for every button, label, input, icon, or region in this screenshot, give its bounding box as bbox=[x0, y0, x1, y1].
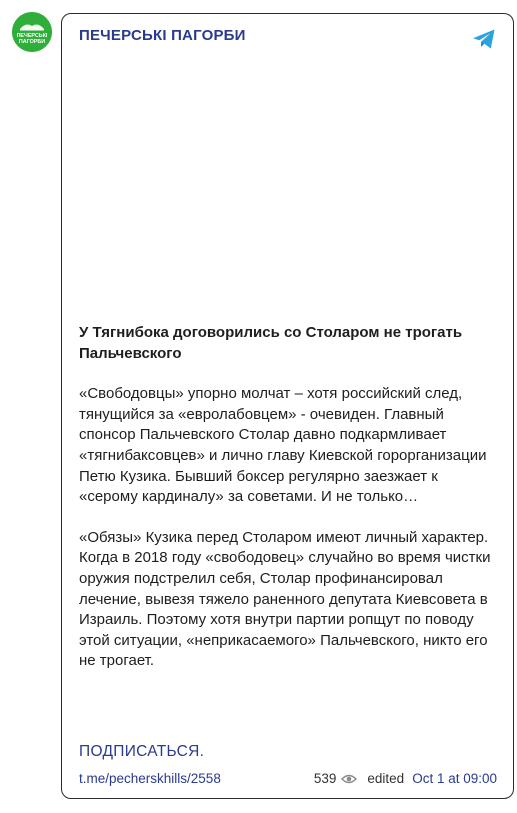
post-date[interactable]: Oct 1 at 09:00 bbox=[412, 771, 497, 786]
post-paragraph: «Свободовцы» упорно молчат – хотя российский след, тянущийся за «евролабовцем» - очевиден. Главный спонсор Пальчевского Столар давно подкармливает «тягнибаксовцев» и лично главу Киевской горорганизации Петю Кузика. Бывший боксер регулярно заезжает к «серому кардиналу» за советами. И не только… bbox=[79, 385, 487, 506]
message-card bbox=[61, 13, 514, 799]
avatar-text-line2: ПАГОРБИ bbox=[18, 39, 46, 45]
post-body bbox=[79, 323, 499, 692]
eye-icon bbox=[341, 773, 357, 785]
subscribe-link[interactable]: ПОДПИСАТЬСЯ. bbox=[79, 743, 205, 760]
edited-label: edited bbox=[367, 771, 405, 786]
channel-avatar[interactable] bbox=[12, 12, 52, 52]
post-title: У Тягнибока договорились со Столаром не трогать Пальчевского bbox=[79, 324, 463, 362]
telegram-icon[interactable] bbox=[471, 26, 497, 52]
message-footer bbox=[79, 771, 497, 789]
views-count: 539 bbox=[313, 771, 337, 786]
channel-name[interactable]: ПЕЧЕРСЬКІ ПАГОРБИ bbox=[79, 27, 246, 44]
avatar-logo bbox=[12, 12, 52, 52]
post-paragraph: «Обязы» Кузика перед Столаром имеют личный характер. Когда в 2018 году «свободовец» случайно во время чистки оружия подстрелил себя, Столар профинансировал лечение, вывезя тяжело раненного депутата Киевсовета в Израиль. Поэтому хотя внутри партии ропщут по поводу этой ситуации, «неприкасаемого» Пальчевского, никто его не трогает. bbox=[79, 528, 491, 670]
message-meta bbox=[314, 771, 497, 786]
post-link[interactable]: t.me/pecherskhills/2558 bbox=[79, 771, 221, 786]
avatar-text-line1: ПЕЧЕРСЬКІ bbox=[16, 33, 48, 39]
